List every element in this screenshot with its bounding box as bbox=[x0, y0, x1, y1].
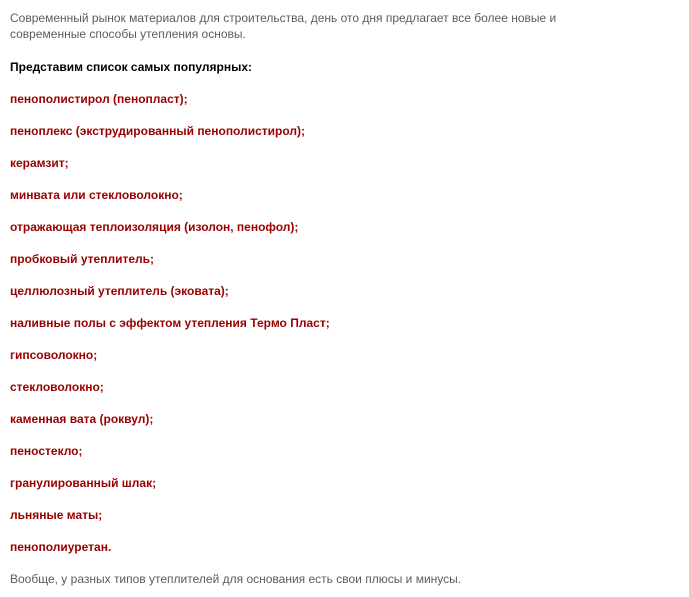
list-item: минвата или стекловолокно; bbox=[10, 188, 183, 202]
list-item: каменная вата (роквул); bbox=[10, 412, 154, 426]
list-item: гранулированный шлак; bbox=[10, 476, 157, 490]
list-item: керамзит; bbox=[10, 156, 69, 170]
list-item: пеностекло; bbox=[10, 444, 83, 458]
list-item: гипсоволокно; bbox=[10, 348, 98, 362]
list-item: наливные полы с эффектом утепления Термо Пласт; bbox=[10, 316, 330, 330]
outro-paragraph: Вообще, у разных типов утеплителей для основания есть свои плюсы и минусы. bbox=[10, 572, 462, 586]
list-item: пенополиуретан. bbox=[10, 540, 112, 554]
list-item: стекловолокно; bbox=[10, 380, 104, 394]
list-item: льняные маты; bbox=[10, 508, 103, 522]
list-item: пеноплекс (экструдированный пенополистирол); bbox=[10, 124, 305, 138]
intro-paragraph: Современный рынок материалов для строительства, день ото дня предлагает все более новые и современные способы утепления основы. bbox=[10, 11, 557, 41]
list-item: пенополистирол (пенопласт); bbox=[10, 92, 188, 106]
list-item: пробковый утеплитель; bbox=[10, 252, 154, 266]
list-item: отражающая теплоизоляция (изолон, пенофол); bbox=[10, 220, 299, 234]
list-heading: Представим список самых популярных: bbox=[10, 60, 253, 74]
list-item: целлюлозный утеплитель (эковата); bbox=[10, 284, 229, 298]
